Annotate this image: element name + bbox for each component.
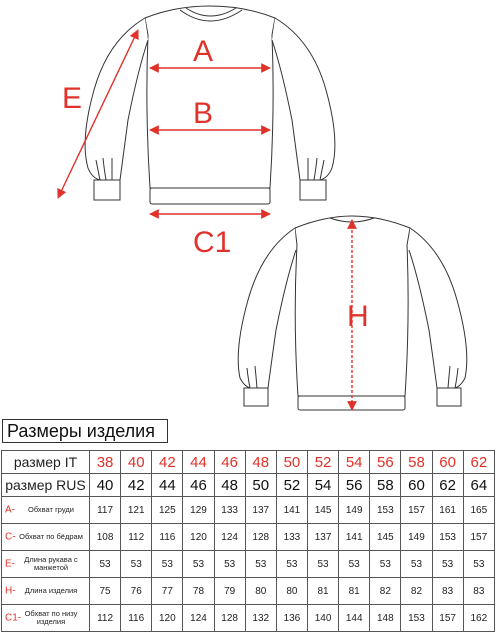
measurement-value-cell: 137 (245, 497, 276, 524)
size-it-cell: 52 (307, 451, 338, 474)
size-rus-cell: 46 (183, 474, 214, 497)
measurement-value-cell: 157 (463, 524, 494, 551)
measurement-value-cell: 133 (214, 497, 245, 524)
measurement-row (2, 578, 495, 605)
size-rus-cell: 62 (432, 474, 463, 497)
measurement-code: C- (5, 531, 16, 543)
label-a: A (193, 35, 214, 68)
measurement-value-cell: 53 (307, 551, 338, 578)
label-h: H (347, 300, 369, 333)
measurement-value-cell: 53 (214, 551, 245, 578)
measurement-value-cell: 83 (432, 578, 463, 605)
measurement-value-cell: 133 (276, 524, 307, 551)
measurement-value-cell: 120 (183, 524, 214, 551)
measurement-row (2, 605, 495, 632)
measurement-value-cell: 53 (152, 551, 183, 578)
measurement-name: Обхват по низу изделия (24, 609, 78, 626)
size-rus-cell: 56 (339, 474, 370, 497)
measurement-label-cell (2, 578, 90, 605)
measurement-value-cell: 83 (463, 578, 494, 605)
size-it-cell: 54 (339, 451, 370, 474)
measurement-value-cell: 117 (90, 497, 121, 524)
measurement-value-cell: 116 (121, 605, 152, 632)
measurement-value-cell: 78 (183, 578, 214, 605)
measurement-code: C1- (5, 612, 22, 624)
size-table (1, 450, 495, 632)
label-b: B (193, 97, 214, 130)
measurement-label-cell (2, 524, 90, 551)
measurement-name: Обхват по бёдрам (19, 532, 83, 541)
measurement-row (2, 497, 495, 524)
measurement-value-cell: 108 (90, 524, 121, 551)
measurement-value-cell: 128 (214, 605, 245, 632)
measurement-row (2, 524, 495, 551)
measurement-value-cell: 157 (401, 497, 432, 524)
size-rus-cell: 42 (121, 474, 152, 497)
measurement-value-cell: 53 (276, 551, 307, 578)
size-it-cell: 38 (90, 451, 121, 474)
size-rus-cell: 44 (152, 474, 183, 497)
measurement-value-cell: 144 (339, 605, 370, 632)
measurement-value-cell: 112 (121, 524, 152, 551)
measurement-value-cell: 80 (245, 578, 276, 605)
size-rus-cell: 60 (401, 474, 432, 497)
measurement-name: Обхват груди (28, 505, 74, 514)
measurement-value-cell: 120 (152, 605, 183, 632)
measurement-value-cell: 79 (214, 578, 245, 605)
size-it-cell: 56 (370, 451, 401, 474)
measurement-value-cell: 145 (370, 524, 401, 551)
measurement-value-cell: 53 (432, 551, 463, 578)
measurement-value-cell: 53 (121, 551, 152, 578)
measurement-value-cell: 75 (90, 578, 121, 605)
row-label-it: размер IT (2, 451, 90, 474)
measurement-value-cell: 153 (401, 605, 432, 632)
measurement-value-cell: 53 (370, 551, 401, 578)
size-it-cell: 62 (463, 451, 494, 474)
size-row-it (2, 451, 495, 474)
measurement-value-cell: 53 (183, 551, 214, 578)
measurement-value-cell: 80 (276, 578, 307, 605)
label-c1: C1 (193, 226, 232, 259)
size-rus-cell: 58 (370, 474, 401, 497)
measurement-value-cell: 136 (276, 605, 307, 632)
measurement-value-cell: 53 (90, 551, 121, 578)
measurement-value-cell: 124 (214, 524, 245, 551)
measurement-name: Длина рукава с манжетой (24, 555, 78, 572)
size-rus-cell: 52 (276, 474, 307, 497)
measurement-label-cell (2, 497, 90, 524)
measurement-label-cell (2, 551, 90, 578)
measurement-value-cell: 132 (245, 605, 276, 632)
size-it-cell: 46 (214, 451, 245, 474)
measurement-value-cell: 162 (463, 605, 494, 632)
measurement-value-cell: 145 (307, 497, 338, 524)
measurement-value-cell: 141 (276, 497, 307, 524)
measurement-value-cell: 81 (339, 578, 370, 605)
measurement-value-cell: 53 (339, 551, 370, 578)
measurement-value-cell: 124 (183, 605, 214, 632)
measurement-value-cell: 82 (401, 578, 432, 605)
measurement-code: H- (5, 585, 16, 597)
size-rus-cell: 48 (214, 474, 245, 497)
size-it-cell: 42 (152, 451, 183, 474)
measurement-code: A- (5, 504, 15, 516)
measurement-value-cell: 161 (432, 497, 463, 524)
measurement-code: E- (5, 558, 15, 570)
measurement-value-cell: 148 (370, 605, 401, 632)
size-row-rus (2, 474, 495, 497)
measurement-value-cell: 116 (152, 524, 183, 551)
measurement-value-cell: 125 (152, 497, 183, 524)
measurement-value-cell: 165 (463, 497, 494, 524)
measurement-value-cell: 157 (432, 605, 463, 632)
size-rus-cell: 40 (90, 474, 121, 497)
label-e: E (62, 82, 83, 115)
measurement-value-cell: 82 (370, 578, 401, 605)
size-rus-cell: 54 (307, 474, 338, 497)
measurement-value-cell: 81 (307, 578, 338, 605)
measurement-value-cell: 153 (432, 524, 463, 551)
size-it-cell: 48 (245, 451, 276, 474)
size-rus-cell: 50 (245, 474, 276, 497)
measurement-value-cell: 137 (307, 524, 338, 551)
measurement-value-cell: 76 (121, 578, 152, 605)
measurement-value-cell: 53 (401, 551, 432, 578)
measurement-value-cell: 121 (121, 497, 152, 524)
row-label-rus: размер RUS (2, 474, 90, 497)
measurement-value-cell: 140 (307, 605, 338, 632)
measurement-value-cell: 153 (370, 497, 401, 524)
size-it-cell: 50 (276, 451, 307, 474)
measurement-row (2, 551, 495, 578)
measurement-value-cell: 149 (339, 497, 370, 524)
measurement-value-cell: 129 (183, 497, 214, 524)
measurement-value-cell: 149 (401, 524, 432, 551)
measurement-value-cell: 53 (463, 551, 494, 578)
measurement-value-cell: 141 (339, 524, 370, 551)
size-it-cell: 44 (183, 451, 214, 474)
size-it-cell: 60 (432, 451, 463, 474)
measurement-value-cell: 53 (245, 551, 276, 578)
size-table-title: Размеры изделия (2, 419, 168, 443)
measurement-label-cell (2, 605, 90, 632)
measurement-value-cell: 112 (90, 605, 121, 632)
size-rus-cell: 64 (463, 474, 494, 497)
size-it-cell: 40 (121, 451, 152, 474)
measurement-value-cell: 77 (152, 578, 183, 605)
measurement-name: Длина изделия (24, 586, 78, 595)
size-it-cell: 58 (401, 451, 432, 474)
measurement-value-cell: 128 (245, 524, 276, 551)
